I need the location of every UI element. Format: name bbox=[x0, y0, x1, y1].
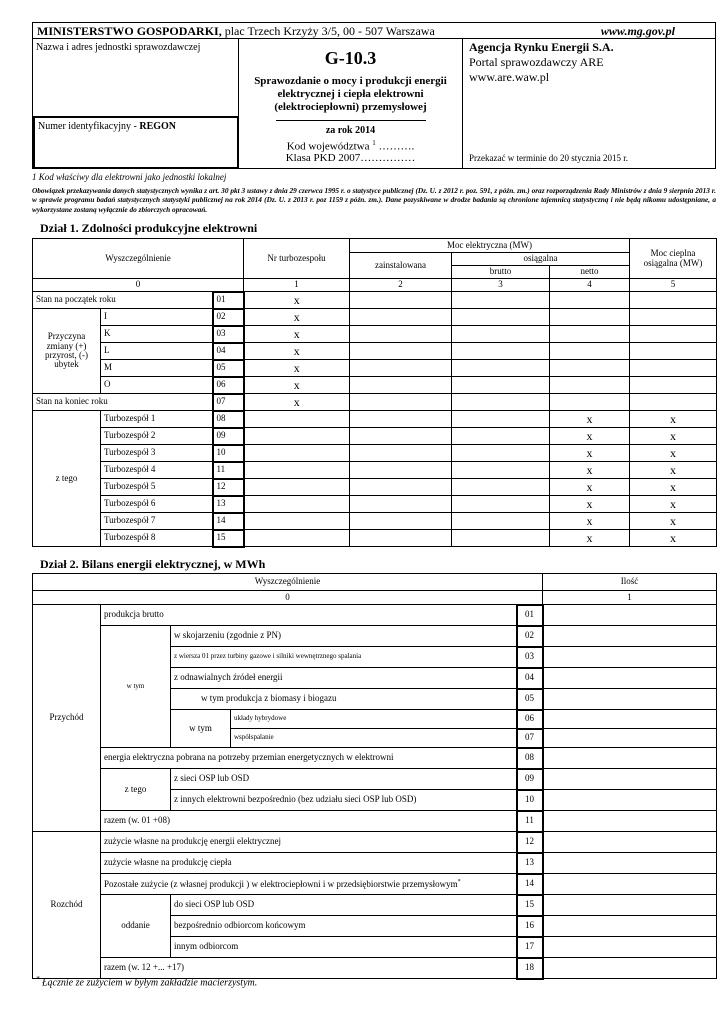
z-tego-label: z tego bbox=[101, 769, 171, 811]
col-nr-header: Nr turbozespołu bbox=[244, 239, 350, 279]
row-number: 13 bbox=[517, 853, 543, 874]
row-number: 02 bbox=[517, 626, 543, 647]
value-cell[interactable] bbox=[350, 360, 452, 377]
x-mark: x bbox=[630, 428, 717, 445]
section-2-title: Dział 2. Bilans energii elektrycznej, w MWh bbox=[40, 557, 266, 571]
value-cell[interactable] bbox=[350, 326, 452, 343]
col-heat-header: Moc cieplna osiągalna (MW) bbox=[630, 239, 717, 279]
table-row bbox=[33, 626, 717, 647]
value-cell[interactable] bbox=[452, 360, 550, 377]
value-cell[interactable] bbox=[244, 411, 350, 428]
value-cell[interactable] bbox=[452, 513, 550, 530]
row-number: 05 bbox=[517, 689, 543, 710]
value-cell[interactable] bbox=[543, 937, 717, 958]
x-mark: x bbox=[244, 377, 350, 394]
x-mark: x bbox=[550, 445, 630, 462]
row-number: 04 bbox=[517, 668, 543, 689]
x-mark: x bbox=[630, 530, 717, 547]
value-cell[interactable] bbox=[543, 874, 717, 895]
value-cell[interactable] bbox=[452, 394, 550, 411]
col-installed-header: zainstalowana bbox=[350, 253, 452, 279]
row-label: O bbox=[101, 377, 213, 394]
value-cell[interactable] bbox=[543, 832, 717, 853]
x-mark: x bbox=[244, 309, 350, 326]
value-cell[interactable] bbox=[452, 411, 550, 428]
ministry-website: www.mg.gov.pl bbox=[600, 24, 675, 38]
table-row bbox=[33, 292, 717, 309]
value-cell[interactable] bbox=[550, 292, 630, 309]
value-cell[interactable] bbox=[350, 394, 452, 411]
section-1-title: Dział 1. Zdolności produkcyjne elektrowni bbox=[40, 221, 258, 235]
value-cell[interactable] bbox=[543, 668, 717, 689]
value-cell[interactable] bbox=[244, 496, 350, 513]
row-number: 17 bbox=[517, 937, 543, 958]
value-cell[interactable] bbox=[350, 513, 452, 530]
row-label: razem (w. 12 +... +17) bbox=[101, 958, 517, 979]
x-mark: x bbox=[630, 462, 717, 479]
value-cell[interactable] bbox=[630, 377, 717, 394]
value-cell[interactable] bbox=[630, 309, 717, 326]
turbine-label: Turbozespół 8 bbox=[101, 530, 213, 547]
value-cell[interactable] bbox=[244, 513, 350, 530]
value-cell[interactable] bbox=[244, 479, 350, 496]
pkd-class[interactable]: Klasa PKD 2007…………… bbox=[285, 152, 416, 165]
turbine-label: Turbozespół 3 bbox=[101, 445, 213, 462]
value-cell[interactable] bbox=[452, 462, 550, 479]
form-title-area bbox=[239, 39, 463, 169]
row-number: 15 bbox=[517, 895, 543, 916]
row-label: w tym produkcja z biomasy i biogazu bbox=[171, 689, 517, 710]
row-label: z wiersza 01 przez turbiny gazowe i silniki wewnętrznego spalania bbox=[171, 647, 517, 668]
col-spec-header: Wyszczególnienie bbox=[33, 239, 244, 279]
row-label: I bbox=[101, 309, 213, 326]
table-row bbox=[33, 853, 717, 874]
voivodeship-label: Kod województwa bbox=[286, 140, 370, 153]
row-label: zużycie własne na produkcję ciepła bbox=[101, 853, 517, 874]
value-cell[interactable] bbox=[543, 605, 717, 626]
x-mark: x bbox=[550, 411, 630, 428]
col-spec-header: Wyszczególnienie bbox=[33, 574, 543, 591]
row-number: 06 bbox=[213, 377, 244, 394]
value-cell[interactable] bbox=[550, 309, 630, 326]
value-cell[interactable] bbox=[452, 428, 550, 445]
value-cell[interactable] bbox=[350, 411, 452, 428]
row-number: 12 bbox=[213, 479, 244, 496]
form-title: Sprawozdanie o mocy i produkcji energii elektrycznej i ciepła elektrowni (elektrociepłowni) przemysłowej bbox=[254, 75, 447, 114]
turbine-label: Turbozespół 5 bbox=[101, 479, 213, 496]
row-number: 14 bbox=[213, 513, 244, 530]
row-number: 01 bbox=[517, 605, 543, 626]
voivodeship-sup: 1 bbox=[372, 138, 376, 147]
turbine-label: Turbozespół 2 bbox=[101, 428, 213, 445]
col-num: 0 bbox=[33, 279, 244, 292]
value-cell[interactable] bbox=[350, 292, 452, 309]
row-label: energia elektryczna pobrana na potrzeby przemian energetycznych w elektrowni bbox=[101, 748, 517, 769]
col-num: 2 bbox=[350, 279, 452, 292]
value-cell[interactable] bbox=[452, 292, 550, 309]
row-number: 14 bbox=[517, 874, 543, 895]
value-cell[interactable] bbox=[452, 343, 550, 360]
row-number: 13 bbox=[213, 496, 244, 513]
legal-text: Obowiązek przekazywania danych statystycznych wynika z art. 30 pkt 3 ustawy z dnia 29 czerwca 1995 r. o statystyce publicznej (Dz. U. z 2012 r. poz. 591, z późn. zm.) oraz rozporządzenia Rady Ministrów z dnia 9 sierpnia 2013 r. w sprawie programu badań statystycznych statystyki publicznej na rok 2014 (Dz. U. z 2013 r. poz 1159 z późn. zm.). Dane pozyskiwane w drodze badania są chronione tajemnicą statystyczną i nie będą nikomu udostępniane, a wykorzystane zostaną wyłącznie do zbiorczych opracowań. bbox=[32, 186, 716, 214]
value-cell[interactable] bbox=[630, 343, 717, 360]
value-cell[interactable] bbox=[630, 360, 717, 377]
col-num: 1 bbox=[543, 591, 717, 605]
row-number: 09 bbox=[213, 428, 244, 445]
x-mark: x bbox=[550, 428, 630, 445]
row-number: 07 bbox=[213, 394, 244, 411]
footnote-2-text: Łącznie ze zużyciem w byłym zakładzie macierzystym. bbox=[39, 977, 258, 989]
table-row bbox=[33, 832, 717, 853]
capacity-table bbox=[32, 238, 717, 548]
expenditure-label: Rozchód bbox=[33, 832, 101, 979]
table-row bbox=[33, 411, 717, 428]
table-row bbox=[33, 360, 717, 377]
change-reason-label: Przyczyna zmiany (+) przyrost, (-) ubytek bbox=[33, 309, 101, 394]
value-cell[interactable] bbox=[543, 647, 717, 668]
table-row bbox=[33, 462, 717, 479]
value-cell[interactable] bbox=[452, 445, 550, 462]
row-label: Stan na początek roku bbox=[33, 292, 213, 309]
col-num: 4 bbox=[550, 279, 630, 292]
w-tym-label: w tym bbox=[171, 710, 231, 748]
table-row bbox=[33, 326, 717, 343]
value-cell[interactable] bbox=[350, 428, 452, 445]
value-cell[interactable] bbox=[550, 394, 630, 411]
row-label: M bbox=[101, 360, 213, 377]
col-num: 1 bbox=[244, 279, 350, 292]
value-cell[interactable] bbox=[543, 790, 717, 811]
row-label: produkcja brutto bbox=[101, 605, 517, 626]
value-cell[interactable] bbox=[543, 710, 717, 729]
table-row bbox=[33, 445, 717, 462]
turbine-label: Turbozespół 4 bbox=[101, 462, 213, 479]
row-label: układy hybrydowe bbox=[231, 710, 517, 729]
oddanie-label: oddanie bbox=[101, 895, 171, 958]
voivodeship-dots: ………. bbox=[375, 140, 415, 153]
row-number: 06 bbox=[517, 710, 543, 729]
x-mark: x bbox=[550, 496, 630, 513]
value-cell[interactable] bbox=[550, 343, 630, 360]
row-number: 04 bbox=[213, 343, 244, 360]
row-number: 05 bbox=[213, 360, 244, 377]
row-number: 11 bbox=[517, 811, 543, 832]
value-cell[interactable] bbox=[350, 377, 452, 394]
table-row bbox=[33, 428, 717, 445]
value-cell[interactable] bbox=[452, 326, 550, 343]
row-number: 01 bbox=[213, 292, 244, 309]
value-cell[interactable] bbox=[350, 496, 452, 513]
x-mark: x bbox=[550, 479, 630, 496]
value-cell[interactable] bbox=[550, 326, 630, 343]
footnote-mark: * bbox=[457, 878, 461, 885]
value-cell[interactable] bbox=[452, 530, 550, 547]
reporting-unit-box[interactable]: Nazwa i adres jednostki sprawozdawczej bbox=[33, 39, 239, 117]
row-label: Stan na koniec roku bbox=[33, 394, 213, 411]
table-row bbox=[33, 811, 717, 832]
balance-table bbox=[32, 573, 717, 980]
value-cell[interactable] bbox=[543, 895, 717, 916]
value-cell[interactable] bbox=[543, 748, 717, 769]
value-cell[interactable] bbox=[452, 496, 550, 513]
table-row bbox=[33, 479, 717, 496]
x-mark: x bbox=[244, 360, 350, 377]
agency-area bbox=[469, 40, 713, 85]
value-cell[interactable] bbox=[350, 309, 452, 326]
x-mark: x bbox=[630, 496, 717, 513]
value-cell[interactable] bbox=[244, 445, 350, 462]
row-label: z innych elektrowni bezpośrednio (bez udziału sieci OSP lub OSD) bbox=[171, 790, 517, 811]
form-info-box bbox=[32, 39, 716, 169]
regon-label: Numer identyfikacyjny - bbox=[38, 121, 140, 132]
agency-portal: Portal sprawozdawczy ARE bbox=[469, 55, 604, 69]
income-label: Przychód bbox=[33, 605, 101, 832]
row-number: 10 bbox=[213, 445, 244, 462]
table-row bbox=[33, 513, 717, 530]
col-achievable-header: osiągalna bbox=[452, 253, 630, 266]
value-cell[interactable] bbox=[452, 377, 550, 394]
table-row bbox=[33, 605, 717, 626]
z-tego-label: z tego bbox=[33, 411, 101, 547]
col-net-header: netto bbox=[550, 266, 630, 279]
value-cell[interactable] bbox=[543, 626, 717, 647]
row-label: L bbox=[101, 343, 213, 360]
table-row bbox=[33, 769, 717, 790]
value-cell[interactable] bbox=[550, 377, 630, 394]
row-label: w skojarzeniu (zgodnie z PN) bbox=[171, 626, 517, 647]
row-number: 08 bbox=[517, 748, 543, 769]
value-cell[interactable] bbox=[350, 445, 452, 462]
deadline: Przekazać w terminie do 20 stycznia 2015 r. bbox=[469, 153, 628, 163]
col-gross-header: brutto bbox=[452, 266, 550, 279]
value-cell[interactable] bbox=[350, 479, 452, 496]
row-label: do sieci OSP lub OSD bbox=[171, 895, 517, 916]
x-mark: x bbox=[244, 326, 350, 343]
table-row bbox=[33, 394, 717, 411]
regon-box[interactable] bbox=[33, 116, 239, 169]
regon-label-bold: REGON bbox=[139, 121, 177, 132]
x-mark: x bbox=[244, 292, 350, 309]
row-label: bezpośrednio odbiorcom końcowym bbox=[171, 916, 517, 937]
row-number: 15 bbox=[213, 530, 244, 547]
x-mark: x bbox=[550, 513, 630, 530]
x-mark: x bbox=[630, 513, 717, 530]
ministry-address: plac Trzech Krzyży 3/5, 00 - 507 Warszawa bbox=[221, 24, 435, 38]
value-cell[interactable] bbox=[543, 958, 717, 979]
row-label: współspalanie bbox=[231, 729, 517, 748]
row-number: 07 bbox=[517, 729, 543, 748]
value-cell[interactable] bbox=[543, 916, 717, 937]
value-cell[interactable] bbox=[543, 853, 717, 874]
row-number: 09 bbox=[517, 769, 543, 790]
col-num: 5 bbox=[630, 279, 717, 292]
x-mark: x bbox=[630, 445, 717, 462]
value-cell[interactable] bbox=[452, 479, 550, 496]
value-cell[interactable] bbox=[543, 729, 717, 748]
row-label bbox=[101, 874, 517, 895]
row-number: 03 bbox=[213, 326, 244, 343]
value-cell[interactable] bbox=[350, 462, 452, 479]
row-number: 03 bbox=[517, 647, 543, 668]
footnote-2-star: * bbox=[36, 975, 40, 983]
value-cell[interactable] bbox=[543, 811, 717, 832]
row-label: innym odbiorcom bbox=[171, 937, 517, 958]
value-cell[interactable] bbox=[630, 326, 717, 343]
row-number: 16 bbox=[517, 916, 543, 937]
value-cell[interactable] bbox=[244, 462, 350, 479]
row-label: razem (w. 01 +08) bbox=[101, 811, 517, 832]
row-number: 12 bbox=[517, 832, 543, 853]
footnote-2 bbox=[36, 975, 257, 988]
x-mark: x bbox=[630, 479, 717, 496]
col-moc-header: Moc elektryczna (MW) bbox=[350, 239, 630, 253]
table-row bbox=[33, 496, 717, 513]
col-qty-header: Ilość bbox=[543, 574, 717, 591]
row-label: zużycie własne na produkcję energii elektrycznej bbox=[101, 832, 517, 853]
divider bbox=[276, 120, 426, 121]
value-cell[interactable] bbox=[350, 343, 452, 360]
footnote-1: 1 Kod właściwy dla elektrowni jako jednostki lokalnej bbox=[32, 172, 227, 182]
row-label: z sieci OSP lub OSD bbox=[171, 769, 517, 790]
x-mark: x bbox=[244, 343, 350, 360]
col-num: 0 bbox=[33, 591, 543, 605]
turbine-label: Turbozespół 6 bbox=[101, 496, 213, 513]
header-bar bbox=[32, 22, 716, 39]
ministry-name: MINISTERSTWO GOSPODARKI, bbox=[37, 24, 222, 38]
turbine-label: Turbozespół 1 bbox=[101, 411, 213, 428]
value-cell[interactable] bbox=[630, 394, 717, 411]
value-cell[interactable] bbox=[244, 428, 350, 445]
table-row bbox=[33, 530, 717, 547]
table-row bbox=[33, 874, 717, 895]
value-cell[interactable] bbox=[543, 689, 717, 710]
row-number: 02 bbox=[213, 309, 244, 326]
table-row bbox=[33, 895, 717, 916]
row-label-text: Pozostałe zużycie (z własnej produkcji ) w elektrociepłowni i w przedsiębiorstwie przemysłowym bbox=[104, 878, 458, 889]
table-row bbox=[33, 309, 717, 326]
value-cell[interactable] bbox=[550, 360, 630, 377]
x-mark: x bbox=[550, 530, 630, 547]
table-row bbox=[33, 377, 717, 394]
table-row bbox=[33, 748, 717, 769]
value-cell[interactable] bbox=[452, 309, 550, 326]
value-cell[interactable] bbox=[350, 530, 452, 547]
agency-url[interactable]: www.are.waw.pl bbox=[469, 70, 550, 84]
row-label: K bbox=[101, 326, 213, 343]
w-tym-label: w tym bbox=[101, 626, 171, 748]
row-label: z odnawialnych źródeł energii bbox=[171, 668, 517, 689]
table-row bbox=[33, 343, 717, 360]
row-number: 10 bbox=[517, 790, 543, 811]
row-number: 11 bbox=[213, 462, 244, 479]
x-mark: x bbox=[550, 462, 630, 479]
value-cell[interactable] bbox=[244, 530, 350, 547]
row-number: 08 bbox=[213, 411, 244, 428]
value-cell[interactable] bbox=[543, 769, 717, 790]
form-year: za rok 2014 bbox=[325, 124, 376, 136]
col-num: 3 bbox=[452, 279, 550, 292]
agency-name: Agencja Rynku Energii S.A. bbox=[469, 40, 614, 54]
voivodeship-code[interactable] bbox=[239, 139, 462, 153]
turbine-label: Turbozespół 7 bbox=[101, 513, 213, 530]
form-code: G-10.3 bbox=[324, 48, 377, 68]
row-number: 18 bbox=[517, 958, 543, 979]
x-mark: x bbox=[630, 411, 717, 428]
value-cell[interactable] bbox=[630, 292, 717, 309]
x-mark: x bbox=[244, 394, 350, 411]
